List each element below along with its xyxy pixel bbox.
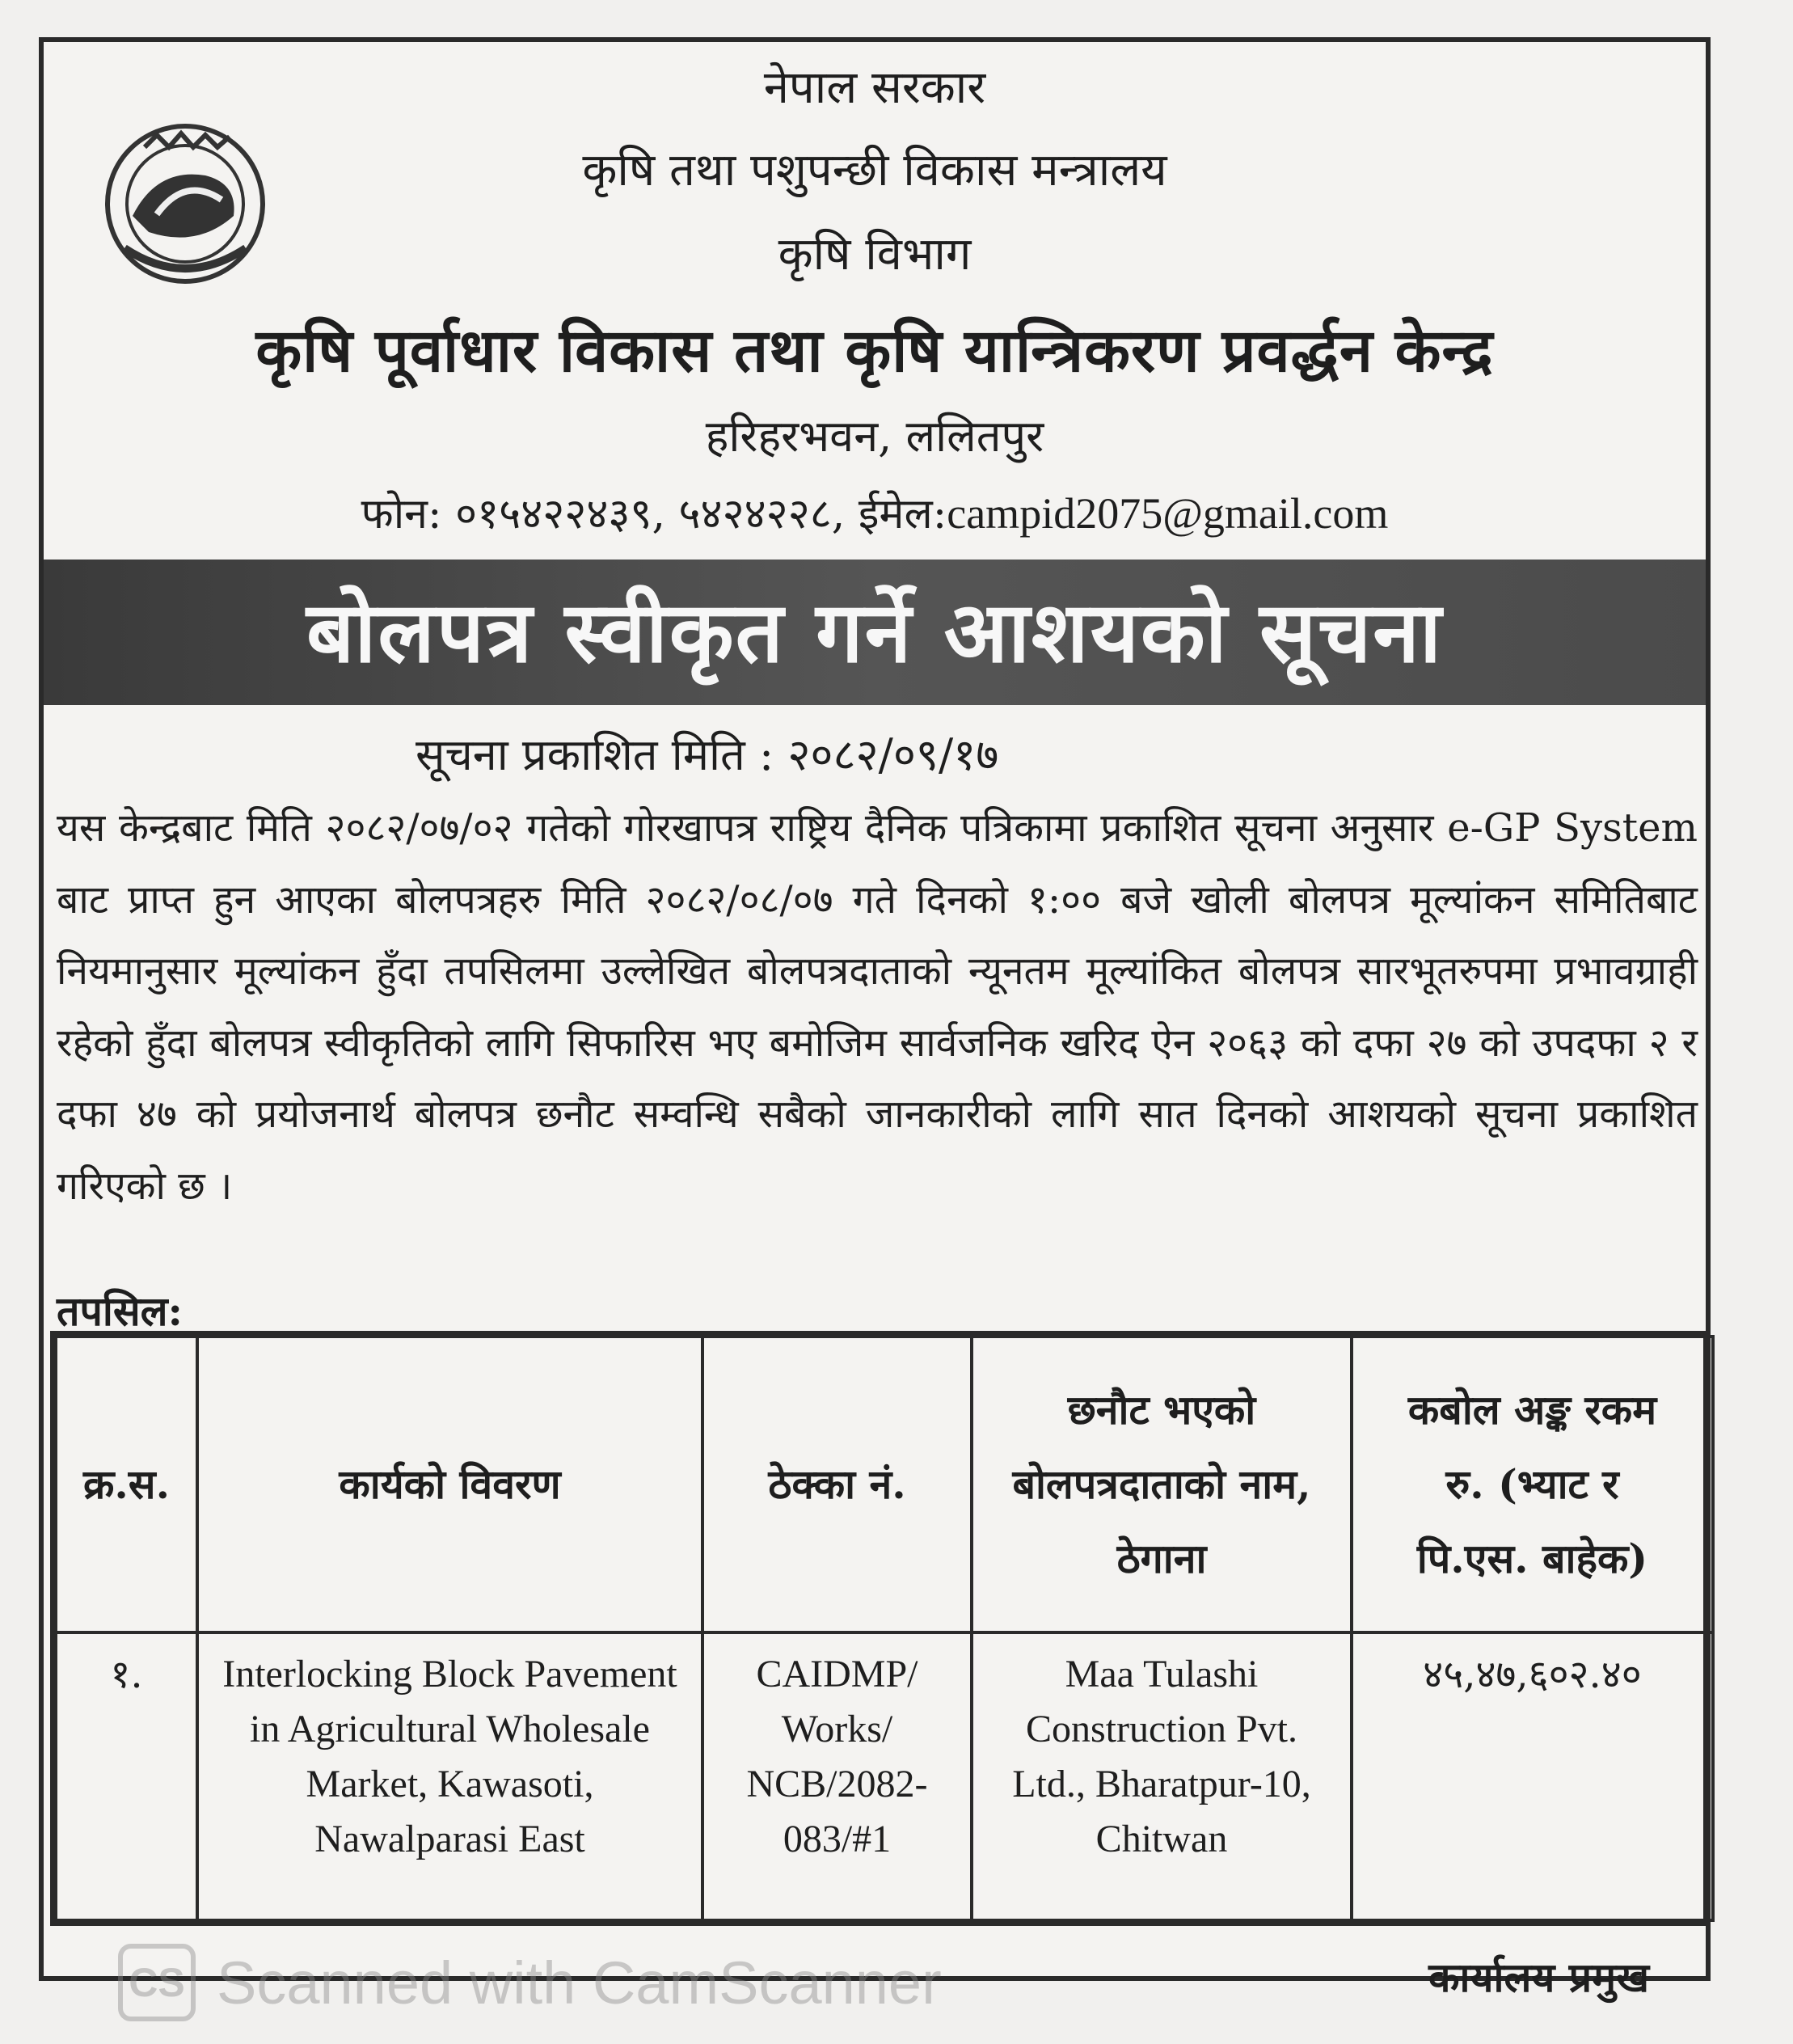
camscanner-watermark bbox=[118, 1944, 942, 2021]
cell-sn: १. bbox=[56, 1632, 197, 1920]
office-address: हरिहरभवन, ललितपुर bbox=[705, 411, 1044, 462]
header-bidder: छनौट भएको बोलपत्रदाताको नाम, ठेगाना bbox=[972, 1337, 1352, 1632]
cell-bidder: Maa Tulashi Construction Pvt. Ltd., Bharatpur-10, Chitwan bbox=[972, 1632, 1352, 1920]
watermark-text: Scanned with CamScanner bbox=[217, 1949, 942, 2017]
published-date: सूचना प्रकाशित मिति : २०८२/०९/१७ bbox=[416, 729, 999, 780]
government-name: नेपाल सरकार bbox=[763, 61, 986, 114]
center-name: कृषि पूर्वाधार विकास तथा कृषि यान्त्रिकरण प्रवर्द्धन केन्द्र bbox=[255, 316, 1494, 386]
ministry-name: कृषि तथा पशुपन्छी विकास मन्त्रालय bbox=[582, 144, 1167, 196]
cell-amount: ४५,४७,६०२.४० bbox=[1352, 1632, 1713, 1920]
notice-body: यस केन्द्रबाट मिति २०८२/०७/०२ गतेको गोरखापत्र राष्ट्रिय दैनिक पत्रिकामा प्रकाशित सूचना अनुसार e-GP System बाट प्राप्त हुन आएका बोलपत्रहरु मिति २०८२/०८/०७ गते दिनको १:०० बजे खोली बोलपत्र मूल्यांकन समितिबाट नियमानुसार मूल्यांकन हुँदा तपसिलमा उल्लेखित बोलपत्रदाताको न्यूनतम मूल्यांकित बोलपत्र सारभूतरुपमा प्रभावग्राही रहेको हुँदा बोलपत्र स्वीकृतिको लागि सिफारिस भए बमोजिम सार्वजनिक खरिद ऐन २०६३ को दफा २७ को उपदफा २ र दफा ४७ को प्रयोजनार्थ बोलपत्र छनौट सम्वन्धि सबैको जानकारीको लागि सात दिनको आशयको सूचना प्रकाशित गरिएको छ । bbox=[57, 805, 1698, 1209]
table-header-row bbox=[56, 1337, 1713, 1632]
schedule-table bbox=[50, 1331, 1707, 1926]
cell-contract-no: CAIDMP/ Works/ NCB/2082- 083/#1 bbox=[702, 1632, 972, 1920]
header-contract-no: ठेक्का नं. bbox=[702, 1337, 972, 1632]
table-row bbox=[56, 1632, 1713, 1920]
contact-phone: फोन: ०१५४२२४३९, ५४२४२२८, ईमेल: bbox=[361, 490, 947, 538]
header-amount: कबोल अङ्क रकम रु. (भ्याट र पि.एस. बाहेक) bbox=[1352, 1337, 1713, 1632]
notice-title-banner: बोलपत्र स्वीकृत गर्ने आशयको सूचना bbox=[44, 560, 1706, 705]
schedule-label: तपसिल: bbox=[57, 1287, 184, 1335]
contact-email: campid2075@gmail.com bbox=[947, 489, 1389, 538]
contact-line bbox=[44, 484, 1706, 541]
office-chief-signature: कार्यालय प्रमुख bbox=[1428, 1953, 1649, 2001]
notice-frame bbox=[39, 37, 1711, 2017]
department-name: कृषि विभाग bbox=[778, 228, 972, 281]
camscanner-logo-icon: CS bbox=[118, 1944, 196, 2021]
cell-description: Interlocking Block Pavement in Agricultural Wholesale Market, Kawasoti, Nawalparasi East bbox=[197, 1632, 702, 1920]
header-sn: क्र.स. bbox=[56, 1337, 197, 1632]
header-description: कार्यको विवरण bbox=[197, 1337, 702, 1632]
